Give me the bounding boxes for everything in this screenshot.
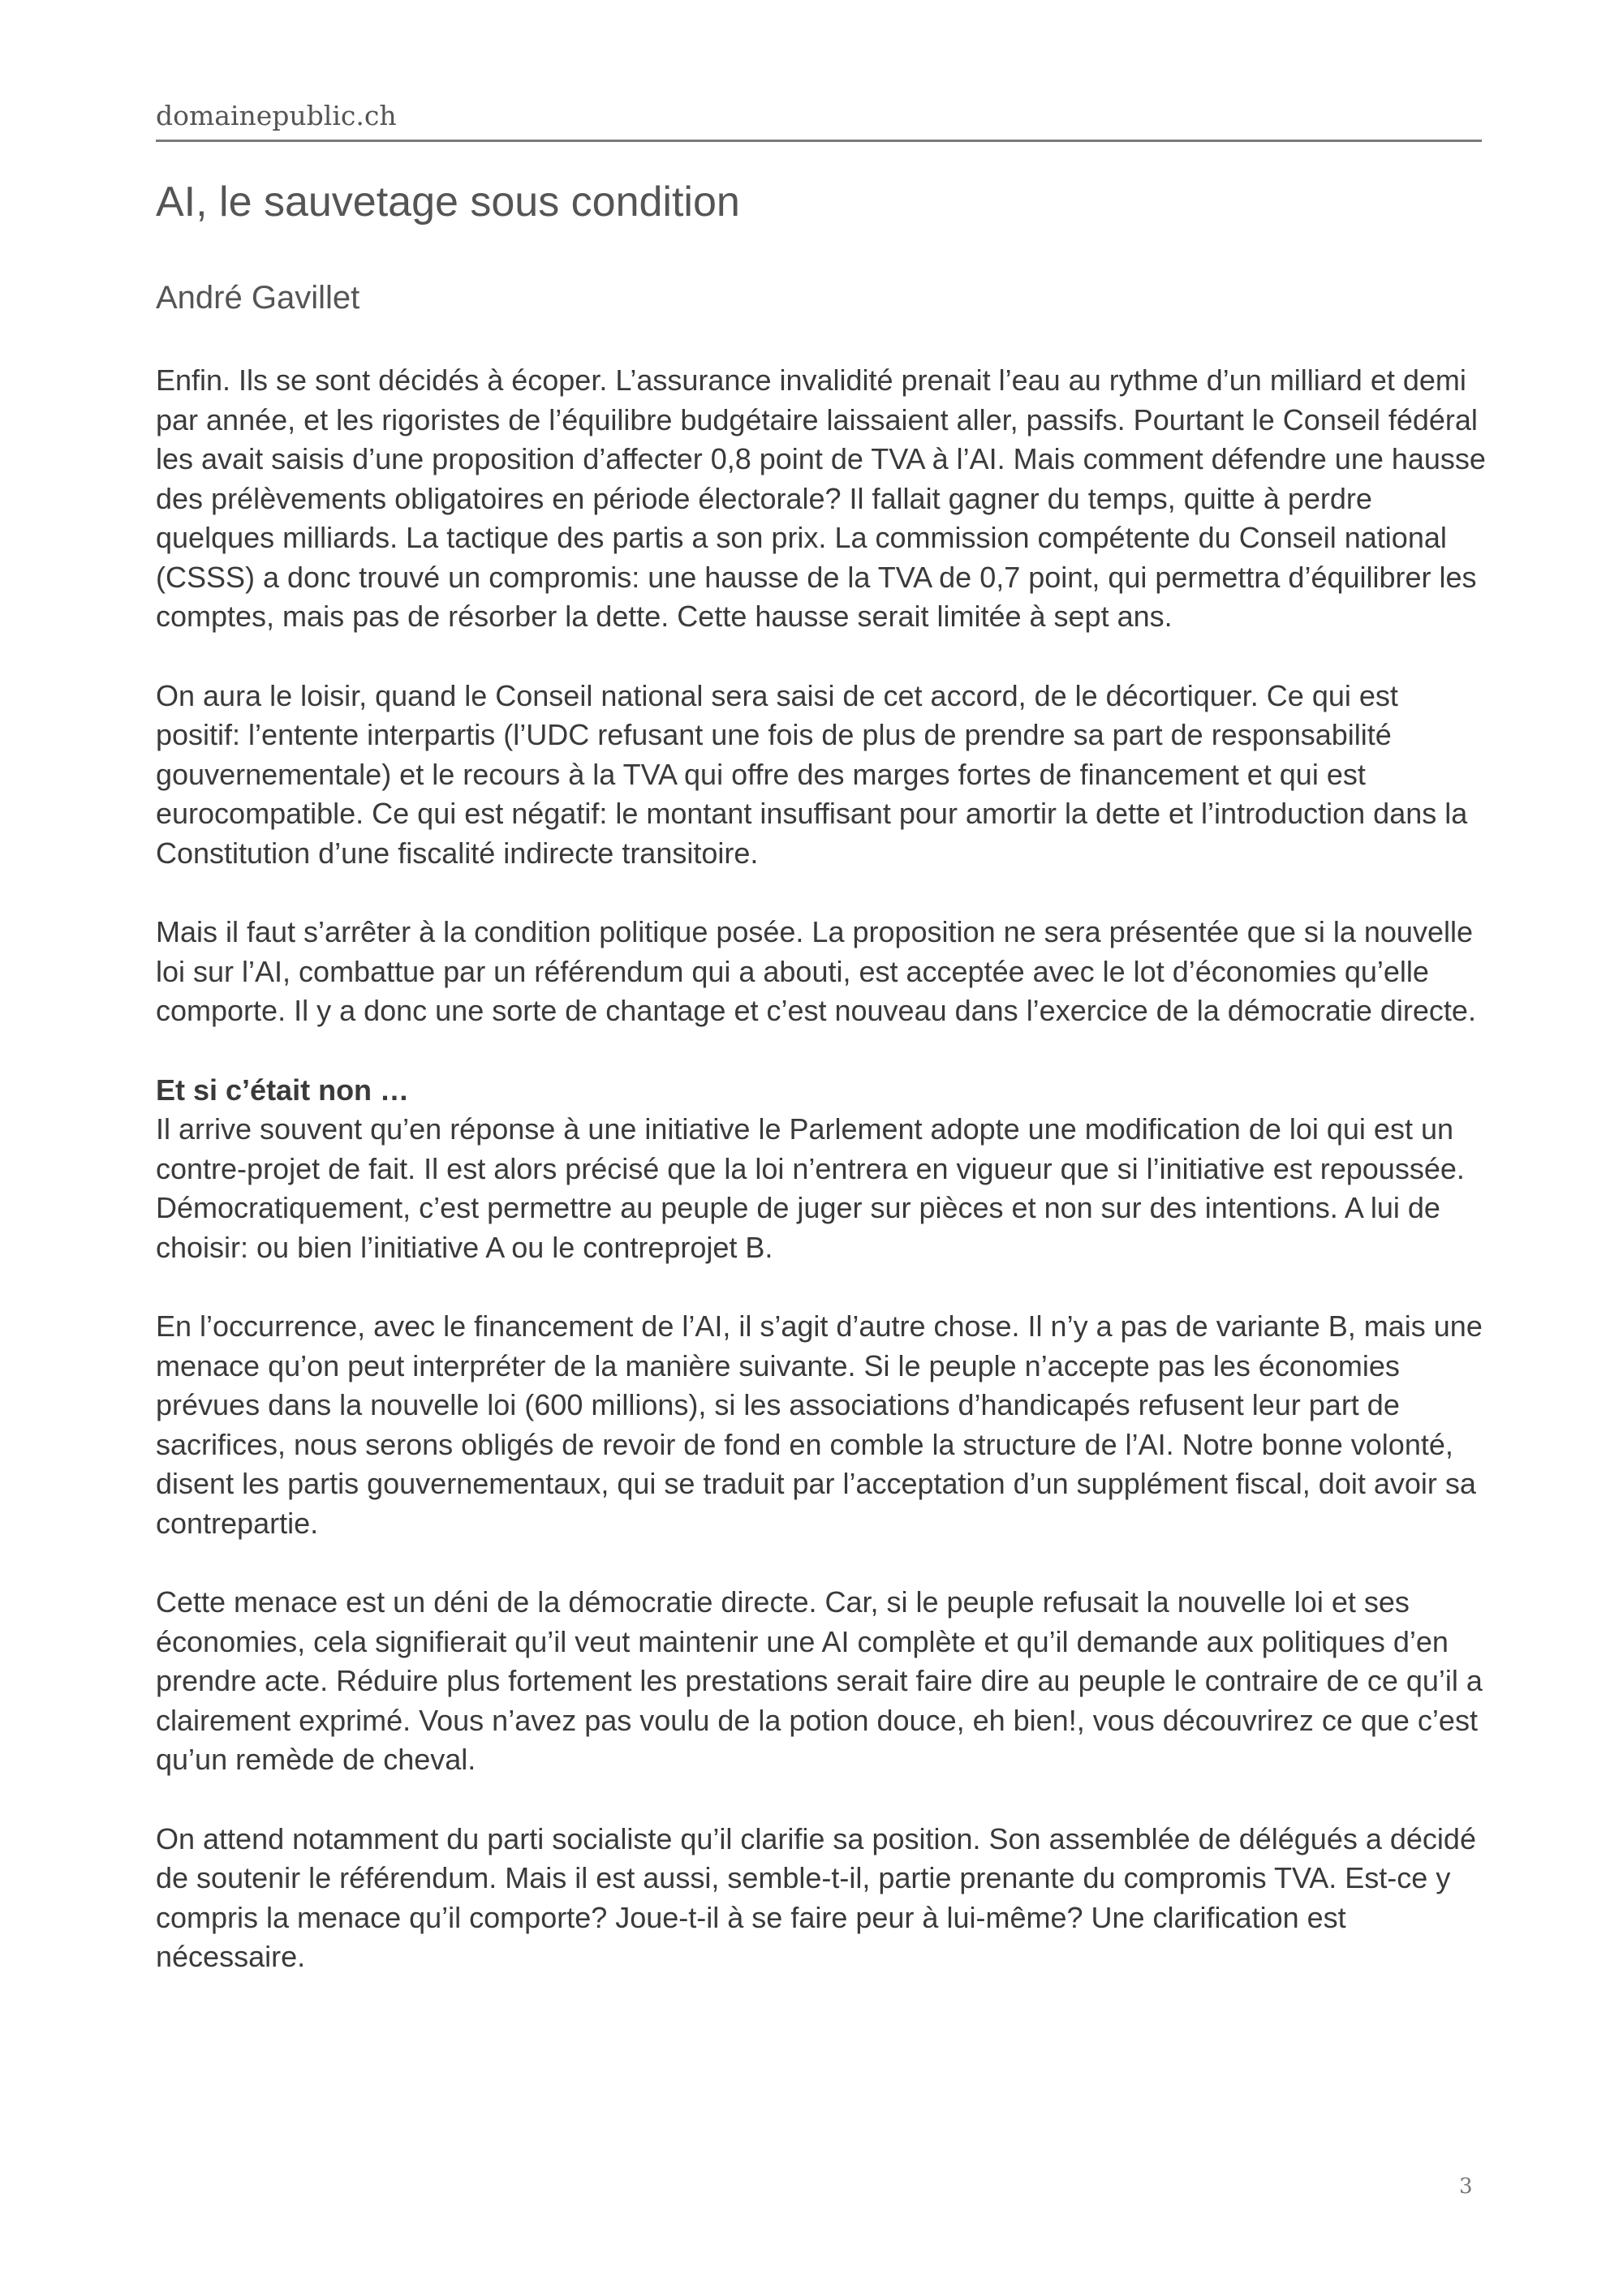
paragraph: Mais il faut s’arrêter à la condition politique posée. La proposition ne sera présentée que si la nouvelle loi sur l’AI, combattue par un référendum qui a abouti, est acceptée avec le lot d’économies qu’elle comporte. Il y a donc une sorte de chantage et c’est nouveau dans l’exercice de la démocratie directe. <box>156 915 1476 1027</box>
page-header <box>156 99 1482 142</box>
paragraph: Il arrive souvent qu’en réponse à une initiative le Parlement adopte une modification de loi qui est un contre-projet de fait. Il est alors précisé que la loi n’entrera en vigueur que si l’initiative est repoussée. Démocratiquement, c’est permettre au peuple de juger sur pièces et non sur des intentions. A lui de choisir: ou bien l’initiative A ou le contreprojet B. <box>156 1112 1465 1264</box>
article-title: AI, le sauvetage sous condition <box>156 178 740 226</box>
page-number: 3 <box>1459 2174 1473 2199</box>
paragraph: Enfin. Ils se sont décidés à écoper. L’assurance invalidité prenait l’eau au rythme d’un milliard et demi par année, et les rigoristes de l’équilibre budgétaire laissaient aller, passifs. Pourtant le Conseil fédéral les avait saisis d’une proposition d’affecter 0,8 point de TVA à l’AI. Mais comment défendre une hausse des prélèvements obligatoires en période électorale? Il fallait gagner du temps, quitte à perdre quelques milliards. La tactique des partis a son prix. La commission compétente du Conseil national (CSSS) a donc trouvé un compromis: une hausse de la TVA de 0,7 point, qui permettra d’équilibrer les comptes, mais pas de résorber la dette. Cette hausse serait limitée à sept ans. <box>156 363 1486 633</box>
article-author: André Gavillet <box>156 280 360 316</box>
paragraph: On attend notamment du parti socialiste qu’il clarifie sa position. Son assemblée de délégués a décidé de soutenir le référendum. Mais il est aussi, semble-t-il, partie prenante du compromis TVA. Est-ce y compris la menace qu’il comporte? Joue-t-il à se faire peur à lui-même? Une clarification est nécessaire. <box>156 1821 1476 1973</box>
subsection <box>156 1071 1487 1268</box>
paragraph: On aura le loisir, quand le Conseil national sera saisi de cet accord, de le décortiquer. Ce qui est positif: l’entente interpartis (l’UDC refusant une fois de plus de prendre sa part de responsabilité gouvernementale) et le recours à la TVA qui offre des marges fortes de financement et qui est eurocompatible. Ce qui est négatif: le montant insuffisant pour amortir la dette et l’introduction dans la Constitution d’une fiscalité indirecte transitoire. <box>156 678 1468 870</box>
paragraph: En l’occurrence, avec le financement de l’AI, il s’agit d’autre chose. Il n’y a pas de variante B, mais une menace qu’on peut interpréter de la manière suivante. Si le peuple n’accepte pas les économies prévues dans la nouvelle loi (600 millions), si les associations d’handicapés refusent leur part de sacrifices, nous serons obligés de revoir de fond en comble la structure de l’AI. Notre bonne volonté, disent les partis gouvernementaux, qui se traduit par l’acceptation d’un supplément fiscal, doit avoir sa contrepartie. <box>156 1309 1483 1540</box>
paragraph: Cette menace est un déni de la démocratie directe. Car, si le peuple refusait la nouvelle loi et ses économies, cela signifierait qu’il veut maintenir une AI complète et qu’il demande aux politiques d’en prendre acte. Réduire plus fortement les prestations serait faire dire au peuple le contraire de ce qu’il a clairement exprimé. Vous n’avez pas voulu de la potion douce, eh bien!, vous découvrirez ce que c’est qu’un remède de cheval. <box>156 1585 1483 1776</box>
article-body <box>156 361 1487 2017</box>
site-name: domainepublic.ch <box>156 100 397 131</box>
subheading: Et si c’était non … <box>156 1073 410 1107</box>
